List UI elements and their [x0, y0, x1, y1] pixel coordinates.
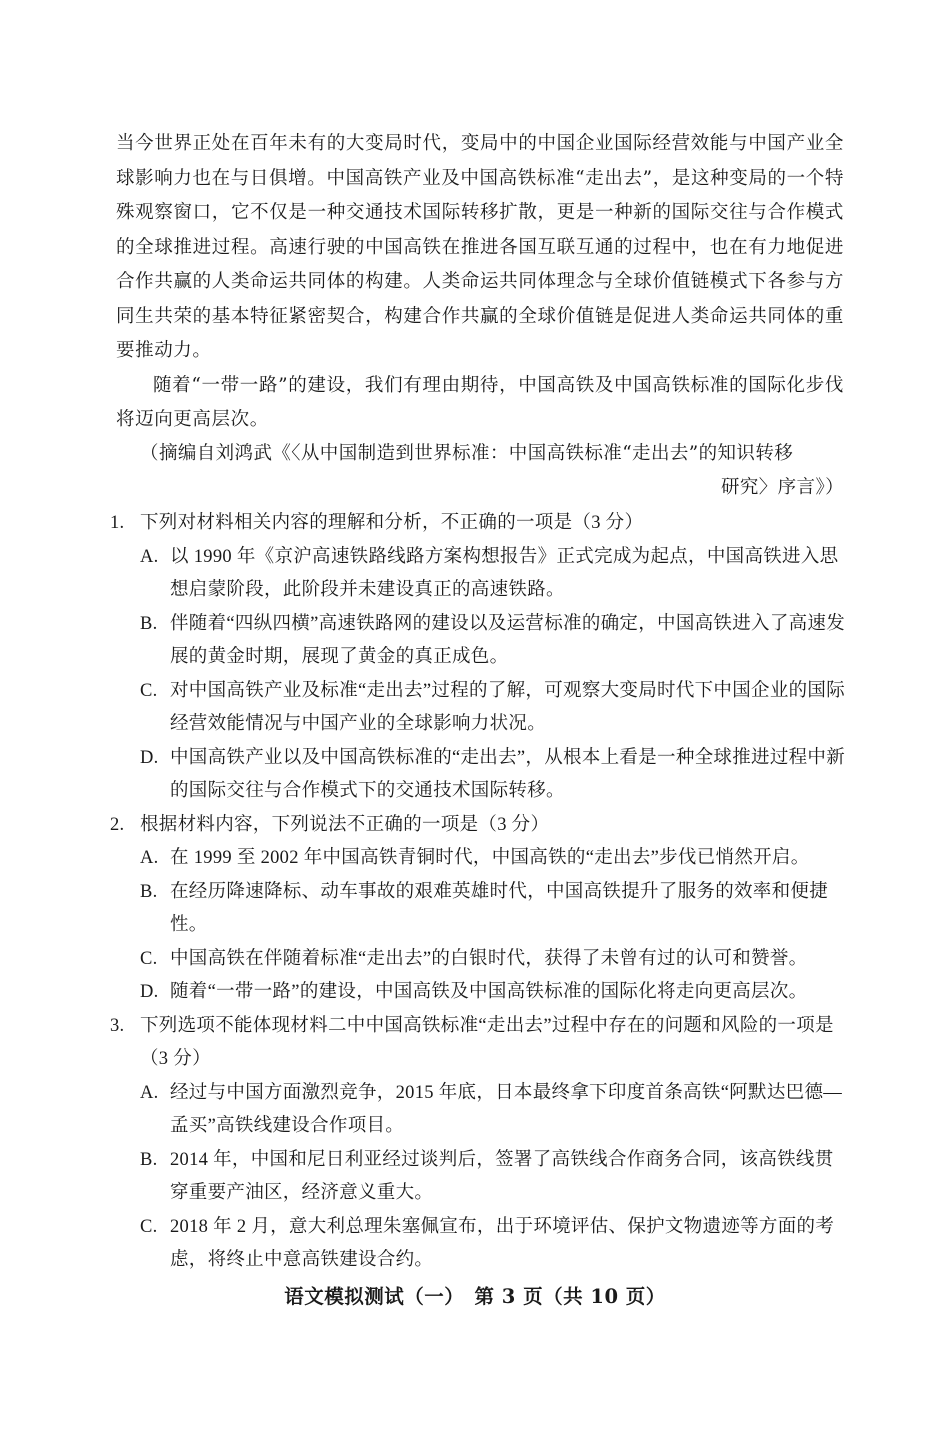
option: [140, 876, 850, 943]
option: [140, 1144, 850, 1211]
source-citation: [116, 437, 844, 505]
option-letter: C.: [140, 680, 158, 701]
option-text: 随着“一带一路”的建设，中国高铁及中国高铁标准的国际化将走向更高层次。: [170, 982, 808, 1002]
option: [140, 943, 850, 977]
page-footer: 语文模拟测试（一） 第 3 页（共 10 页）: [284, 1285, 666, 1308]
question-number: 1.: [110, 513, 125, 533]
passage-paragraph: 随着“一带一路”的建设，我们有理由期待，中国高铁及中国高铁标准的国际化步伐将迈向更高层次。: [116, 374, 844, 430]
question-list: [110, 507, 850, 1278]
option-text: 在 1999 至 2002 年中国高铁青铜时代，中国高铁的“走出去”步伐已悄然开启。: [170, 848, 810, 868]
option: [140, 541, 850, 608]
option: [140, 608, 850, 675]
question-1: [110, 507, 850, 809]
question-text: 下列对材料相关内容的理解和分析，不正确的一项是（3 分）: [140, 513, 644, 533]
option-letter: C.: [140, 948, 158, 969]
option-letter: B.: [140, 1149, 158, 1170]
option: [140, 1211, 850, 1278]
question-number: 3.: [110, 1015, 125, 1036]
option-letter: B.: [140, 613, 158, 634]
question-stem: [110, 1010, 850, 1077]
option-letter: A.: [140, 848, 159, 868]
option-text: 2014 年，中国和尼日利亚经过谈判后，签署了高铁线合作商务合同，该高铁线贯穿重要产油区，经济意义重大。: [170, 1149, 834, 1203]
option-text: 伴随着“四纵四横”高速铁路网的建设以及运营标准的确定，中国高铁进入了高速发展的黄金时期，展现了黄金的真正成色。: [170, 613, 846, 667]
option-text: 2018 年 2 月，意大利总理朱塞佩宣布，出于环境评估、保护文物遗迹等方面的考虑，将终止中意高铁建设合约。: [170, 1216, 835, 1270]
option: [140, 976, 850, 1010]
question-text: 下列选项不能体现材料二中中国高铁标准“走出去”过程中存在的问题和风险的一项是（3 分）: [140, 1015, 834, 1069]
option-text: 中国高铁在伴随着标准“走出去”的白银时代，获得了未曾有过的认可和赞誉。: [170, 948, 808, 969]
option-text: 在经历降速降标、动车事故的艰难英雄时代，中国高铁提升了服务的效率和便捷性。: [170, 881, 829, 935]
option-letter: A.: [140, 546, 159, 567]
option-letter: C.: [140, 1216, 158, 1237]
option: [140, 1077, 850, 1144]
option-text: 中国高铁产业以及中国高铁标准的“走出去”，从根本上看是一种全球推进过程中新的国际交往与合作模式下的交通技术国际转移。: [170, 747, 846, 801]
question-number: 2.: [110, 814, 125, 835]
option-text: 以 1990 年《京沪高速铁路线路方案构想报告》正式完成为起点，中国高铁进入思想启蒙阶段，此阶段并未建设真正的高速铁路。: [170, 546, 839, 600]
option: [140, 842, 850, 876]
option: [140, 742, 850, 809]
question-2: [110, 809, 850, 1010]
option-text: 经过与中国方面激烈竞争，2015 年底，日本最终拿下印度首条高铁“阿默达巴德—孟买”高铁线建设合作项目。: [170, 1082, 843, 1136]
question-stem: [110, 507, 850, 541]
option-letter: D.: [140, 982, 159, 1002]
reading-passage: [116, 127, 844, 438]
source-line: （摘编自刘鸿武《〈从中国制造到世界标准：中国高铁标准“走出去”的知识转移: [140, 443, 794, 464]
option-letter: A.: [140, 1082, 159, 1103]
option-letter: B.: [140, 881, 158, 902]
option: [140, 675, 850, 742]
question-stem: [110, 809, 850, 843]
option-letter: D.: [140, 747, 159, 768]
passage-paragraph: 当今世界正处在百年未有的大变局时代，变局中的中国企业国际经营效能与中国产业全球影响力也在与日俱增。中国高铁产业及中国高铁标准“走出去”，是这种变局的一个特殊观察窗口，它不仅是一种交通技术国际转移扩散，更是一种新的国际交往与合作模式的全球推进过程。高速行驶的中国高铁在推进各国互联互通的过程中，也在有力地促进合作共赢的人类命运共同体的构建。人类命运共同体理念与全球价值链模式下各参与方同生共荣的基本特征紧密契合，构建合作共赢的全球价值链是促进人类命运共同体的重要推动力。: [116, 133, 844, 361]
question-3: [110, 1010, 850, 1278]
source-line: 研究〉序言》）: [720, 477, 844, 498]
question-text: 根据材料内容，下列说法不正确的一项是（3 分）: [140, 814, 550, 835]
option-text: 对中国高铁产业及标准“走出去”过程的了解，可观察大变局时代下中国企业的国际经营效能情况与中国产业的全球影响力状况。: [170, 680, 846, 734]
